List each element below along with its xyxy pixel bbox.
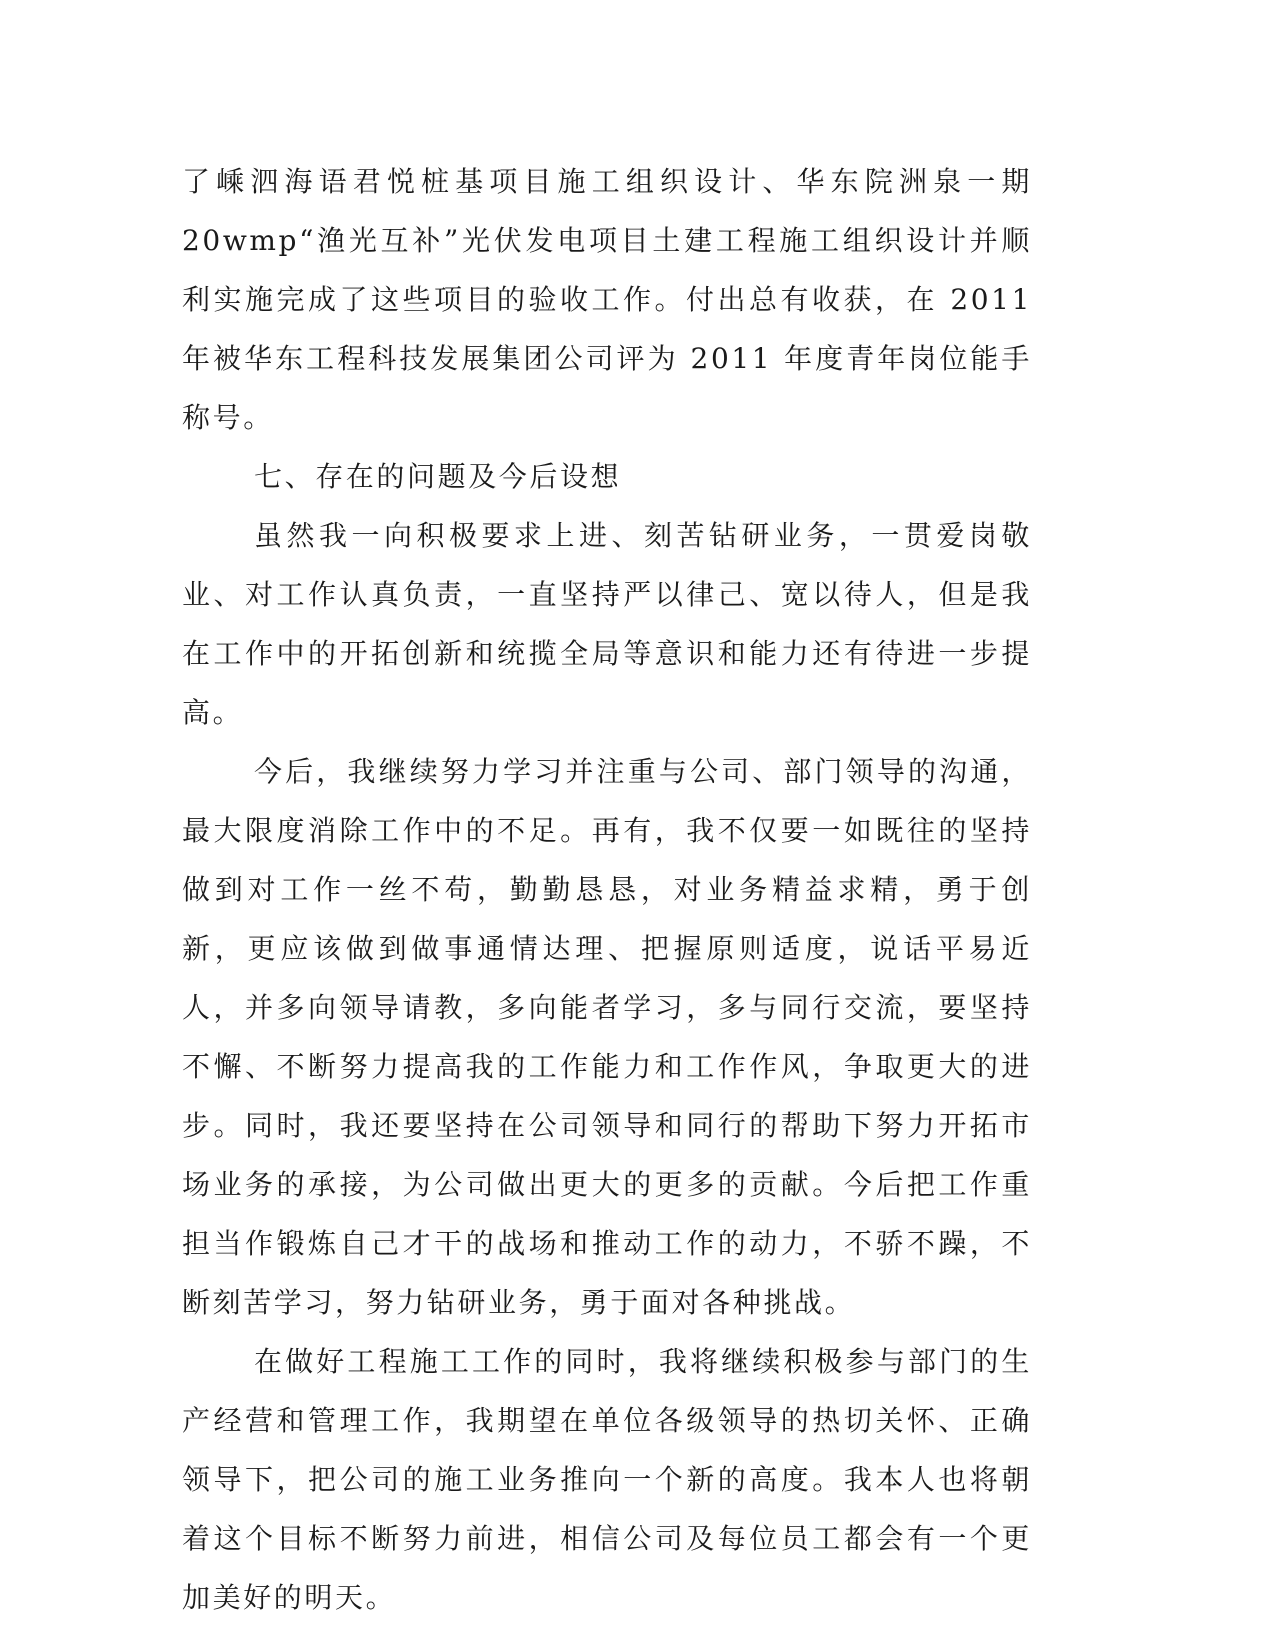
paragraph-closing: 在做好工程施工工作的同时，我将继续积极参与部门的生产经营和管理工作，我期望在单位各级领导的热切关怀、正确领导下，把公司的施工业务推向一个新的高度。我本人也将朝着这个目标不断努力前进，相信公司及每位员工都会有一个更加美好的明天。: [182, 1345, 1032, 1614]
document-page: [182, 152, 1032, 1627]
paragraph-problems: 虽然我一向积极要求上进、刻苦钻研业务，一贯爱岗敬业、对工作认真负责，一直坚持严以律己、宽以待人，但是我在工作中的开拓创新和统揽全局等意识和能力还有待进一步提高。: [182, 519, 1032, 729]
section-heading: 七、存在的问题及今后设想: [254, 460, 622, 493]
paragraph-continuation: 了嵊泗海语君悦桩基项目施工组织设计、华东院洲泉一期 20wmp“渔光互补”光伏发电项目土建工程施工组织设计并顺利实施完成了这些项目的验收工作。付出总有收获，在 2011 年被华东工程科技发展集团公司评为 2011 年度青年岗位能手称号。: [182, 165, 1032, 434]
paragraph-future-plans: 今后，我继续努力学习并注重与公司、部门领导的沟通，最大限度消除工作中的不足。再有，我不仅要一如既往的坚持做到对工作一丝不苟，勤勤恳恳，对业务精益求精，勇于创新，更应该做到做事通情达理、把握原则适度，说话平易近人，并多向领导请教，多向能者学习，多与同行交流，要坚持不懈、不断努力提高我的工作能力和工作作风，争取更大的进步。同时，我还要坚持在公司领导和同行的帮助下努力开拓市场业务的承接，为公司做出更大的更多的贡献。今后把工作重担当作锻炼自己才干的战场和推动工作的动力，不骄不躁，不断刻苦学习，努力钻研业务，勇于面对各种挑战。: [182, 755, 1032, 1319]
